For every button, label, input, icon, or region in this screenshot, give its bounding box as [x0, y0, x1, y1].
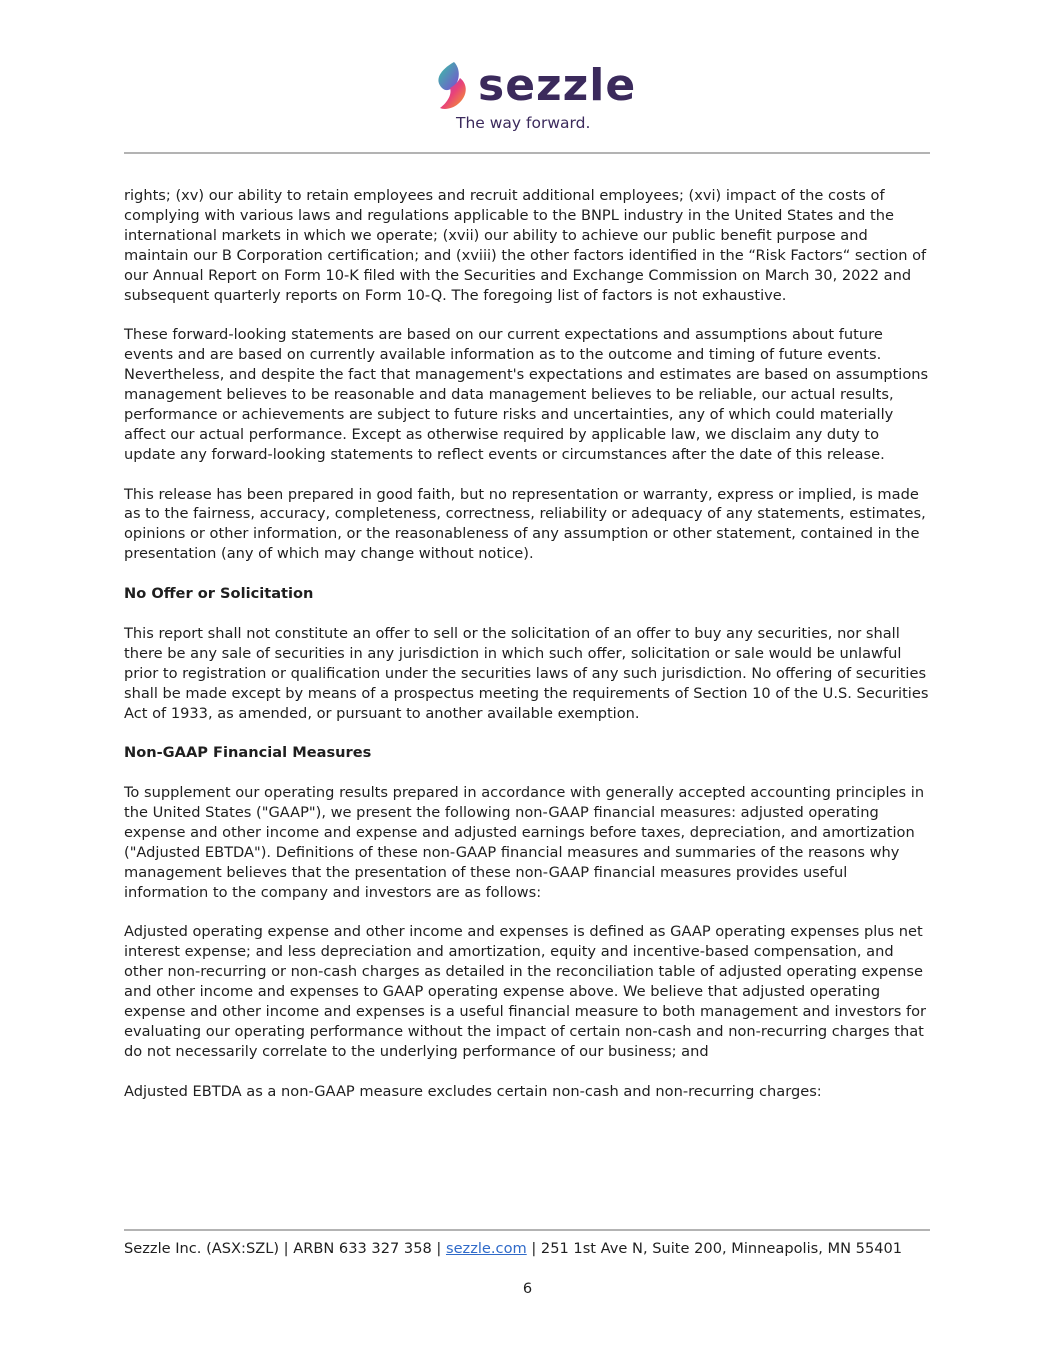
paragraph-adjusted-operating-expense: Adjusted operating expense and other income and expenses is defined as GAAP operating expenses plus net interest expense; and less depreciation and amortization, equity and incentive-based compensation, and other non-recurring or non-cash charges as detailed in the reconciliation table of adjusted operating expense and other income and expenses to GAAP operating expense above. We believe that adjusted operating expense and other income and expenses is a useful financial measure to both management and investors for evaluating our operating performance without the impact of certain non-cash and non-recurring charges that do not necessarily correlate to the underlying performance of our business; and [124, 923, 927, 1060]
section-heading-no-offer: No Offer or Solicitation [124, 585, 314, 603]
brand-wordmark: sezzle [478, 60, 637, 111]
header-divider [124, 152, 930, 154]
page-footer [124, 1239, 932, 1259]
paragraph-good-faith: This release has been prepared in good faith, but no representation or warranty, express or implied, is made as to the fairness, accuracy, completeness, correctness, reliability or adequacy of any statements, estimates, opinions or other information, or the reasonableness of any assumption or other statement, contained in the presentation (any of which may change without notice). [124, 485, 926, 563]
page-header [0, 56, 1055, 138]
brand-tagline: The way forward. [456, 114, 591, 132]
footer-website-link[interactable]: sezzle.com [445, 1240, 527, 1257]
paragraph-risk-factors: rights; (xv) our ability to retain employees and recruit additional employees; (xvi) impact of the costs of complying with various laws and regulations applicable to the BNPL industry in the United States and the international markets in which we operate; (xvii) our ability to achieve our public benefit purpose and maintain our B Corporation certification; and (xviii) the other factors identified in the “Risk Factors“ section of our Annual Report on Form 10-K filed with the Securities and Exchange Commission on March 30, 2022 and subsequent quarterly reports on Form 10-Q. The foregoing list of factors is not exhaustive. [124, 187, 927, 304]
page-number: 6 [522, 1280, 533, 1297]
sezzle-logo-icon [430, 60, 472, 112]
footer-address: | 251 1st Ave N, Suite 200, Minneapolis, MN 55401 [526, 1240, 903, 1257]
document-body [124, 186, 932, 1121]
sezzle-logo [430, 60, 636, 112]
paragraph-forward-looking: These forward-looking statements are based on our current expectations and assumptions about future events and are based on currently available information as to the outcome and timing of future events. Nevertheless, and despite the fact that management's expectations and estimates are based on assumptions management believes to be reasonable and data management believes to be reliable, our actual results, performance or achievements are subject to future risks and uncertainties, any of which could materially affect our actual performance. Except as otherwise required by applicable law, we disclaim any duty to update any forward-looking statements to reflect events or circumstances after the date of this release. [124, 326, 929, 463]
paragraph-non-gaap-intro: To supplement our operating results prepared in accordance with generally accepted accounting principles in the United States ("GAAP"), we present the following non-GAAP financial measures: adjusted operating expense and other income and expense and adjusted earnings before taxes, depreciation, and amortization ("Adjusted EBTDA"). Definitions of these non-GAAP financial measures and summaries of the reasons why management believes that the presentation of these non-GAAP financial measures provides useful information to the company and investors are as follows: [124, 784, 925, 901]
section-heading-non-gaap: Non-GAAP Financial Measures [124, 744, 372, 762]
footer-company-info: Sezzle Inc. (ASX:SZL) | ARBN 633 327 358 | [124, 1240, 446, 1257]
paragraph-no-offer: This report shall not constitute an offer to sell or the solicitation of an offer to buy any securities, nor shall there be any sale of securities in any jurisdiction in which such offer, solicitation or sale would be unlawful prior to registration or qualification under the securities laws of any such jurisdiction. No offering of securities shall be made except by means of a prospectus meeting the requirements of Section 10 of the U.S. Securities Act of 1933, as amended, or pursuant to another available exemption. [124, 624, 929, 722]
footer-divider [124, 1229, 930, 1231]
paragraph-adjusted-ebtda: Adjusted EBTDA as a non-GAAP measure excludes certain non-cash and non-recurring charges: [124, 1082, 822, 1100]
